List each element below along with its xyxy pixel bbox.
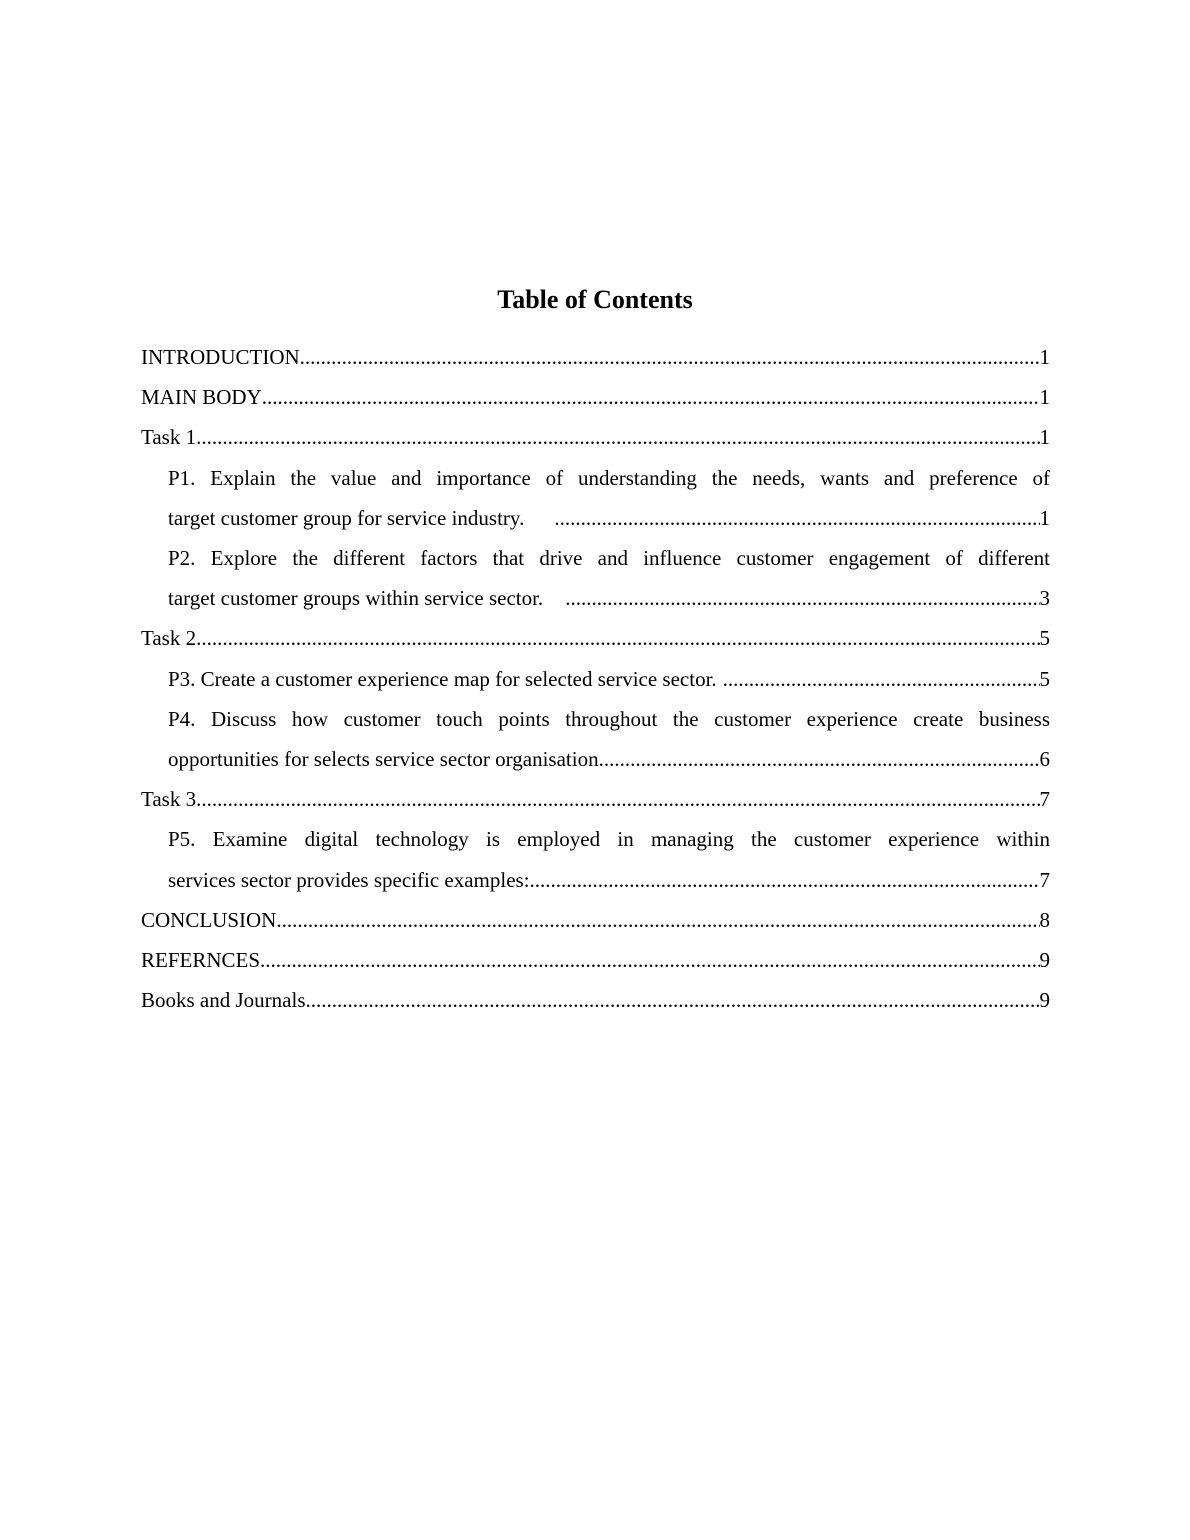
toc-page-number: 9 bbox=[1039, 948, 1050, 973]
toc-dot-leader bbox=[543, 578, 1039, 618]
toc-page-number: 9 bbox=[1039, 988, 1050, 1013]
toc-entry-books-and-journals[interactable] bbox=[141, 980, 1050, 1020]
toc-entry-label: INTRODUCTION bbox=[141, 345, 300, 369]
toc-entry-p3[interactable] bbox=[141, 659, 1050, 699]
toc-entry-task-1[interactable] bbox=[141, 417, 1050, 457]
toc-entry-label: Task 2 bbox=[141, 626, 197, 651]
toc-entry-label-line2: services sector provides specific examples: bbox=[168, 867, 530, 892]
toc-entry-label: REFERNCES bbox=[141, 948, 261, 973]
toc-dot-leader bbox=[196, 618, 1039, 658]
toc-entry-label: MAIN BODY bbox=[141, 385, 262, 410]
toc-dot-leader bbox=[524, 498, 1039, 538]
toc-entry-label: Task 3 bbox=[141, 787, 197, 812]
page-title: Table of Contents bbox=[497, 285, 693, 314]
toc-entry-label: CONCLUSION bbox=[141, 907, 277, 932]
toc-entry-label-line2: target customer groups within service sector. bbox=[168, 586, 544, 611]
toc-entry-label-line1: P4. Discuss how customer touch points throughout the customer experience create business bbox=[168, 706, 1050, 731]
toc-entry-p2[interactable] bbox=[141, 538, 1050, 618]
toc-dot-leader bbox=[717, 659, 1040, 699]
table-of-contents bbox=[141, 337, 1050, 1020]
toc-entry-line2 bbox=[168, 739, 1050, 779]
toc-entry-label-line1: P1. Explain the value and importance of understanding the needs, wants and preference of bbox=[168, 465, 1050, 490]
toc-entry-label: P3. Create a customer experience map for selected service sector. bbox=[168, 666, 717, 691]
toc-dot-leader bbox=[260, 940, 1039, 980]
toc-page-number: 3 bbox=[1039, 586, 1050, 611]
toc-entry-task-2[interactable] bbox=[141, 618, 1050, 658]
toc-entry-label-line1: P5. Examine digital technology is employed in managing the customer experience within bbox=[168, 827, 1050, 852]
toc-dot-leader bbox=[262, 377, 1040, 417]
toc-dot-leader bbox=[196, 417, 1039, 457]
toc-dot-leader bbox=[276, 900, 1039, 940]
toc-entry-conclusion[interactable] bbox=[141, 900, 1050, 940]
toc-dot-leader bbox=[196, 779, 1039, 819]
toc-entry-p1[interactable] bbox=[141, 458, 1050, 538]
toc-page-number: 5 bbox=[1039, 666, 1050, 691]
toc-entry-p5[interactable] bbox=[141, 819, 1050, 899]
toc-entry-p4[interactable] bbox=[141, 699, 1050, 779]
toc-entry-introduction[interactable] bbox=[141, 337, 1050, 377]
toc-dot-leader bbox=[530, 860, 1040, 900]
toc-entry-references[interactable] bbox=[141, 940, 1050, 980]
toc-page-number: 1 bbox=[1039, 505, 1050, 530]
toc-dot-leader bbox=[300, 337, 1040, 377]
toc-entry-label-line2: target customer group for service industry. bbox=[168, 505, 525, 530]
toc-page-number: 1 bbox=[1039, 425, 1050, 450]
toc-entry-task-3[interactable] bbox=[141, 779, 1050, 819]
toc-entry-label: Task 1 bbox=[141, 425, 197, 450]
toc-page-number: 7 bbox=[1039, 867, 1050, 892]
toc-entry-label-line1: P2. Explore the different factors that drive and influence customer engagement of different bbox=[168, 546, 1050, 571]
toc-entry-line2 bbox=[168, 498, 1050, 538]
toc-page-number: 7 bbox=[1039, 787, 1050, 812]
toc-page-number: 1 bbox=[1039, 345, 1050, 369]
toc-entry-label-line2: opportunities for selects service sector organisation bbox=[168, 747, 599, 772]
toc-entry-label: Books and Journals bbox=[141, 988, 306, 1013]
toc-page-number: 1 bbox=[1039, 385, 1050, 410]
toc-dot-leader bbox=[306, 980, 1040, 1020]
toc-entry-line2 bbox=[168, 860, 1050, 900]
toc-page-number: 5 bbox=[1039, 626, 1050, 651]
toc-entry-main-body[interactable] bbox=[141, 377, 1050, 417]
toc-page-number: 8 bbox=[1039, 907, 1050, 932]
toc-dot-leader bbox=[599, 739, 1040, 779]
toc-entry-line2 bbox=[168, 578, 1050, 618]
toc-page-number: 6 bbox=[1039, 747, 1050, 772]
